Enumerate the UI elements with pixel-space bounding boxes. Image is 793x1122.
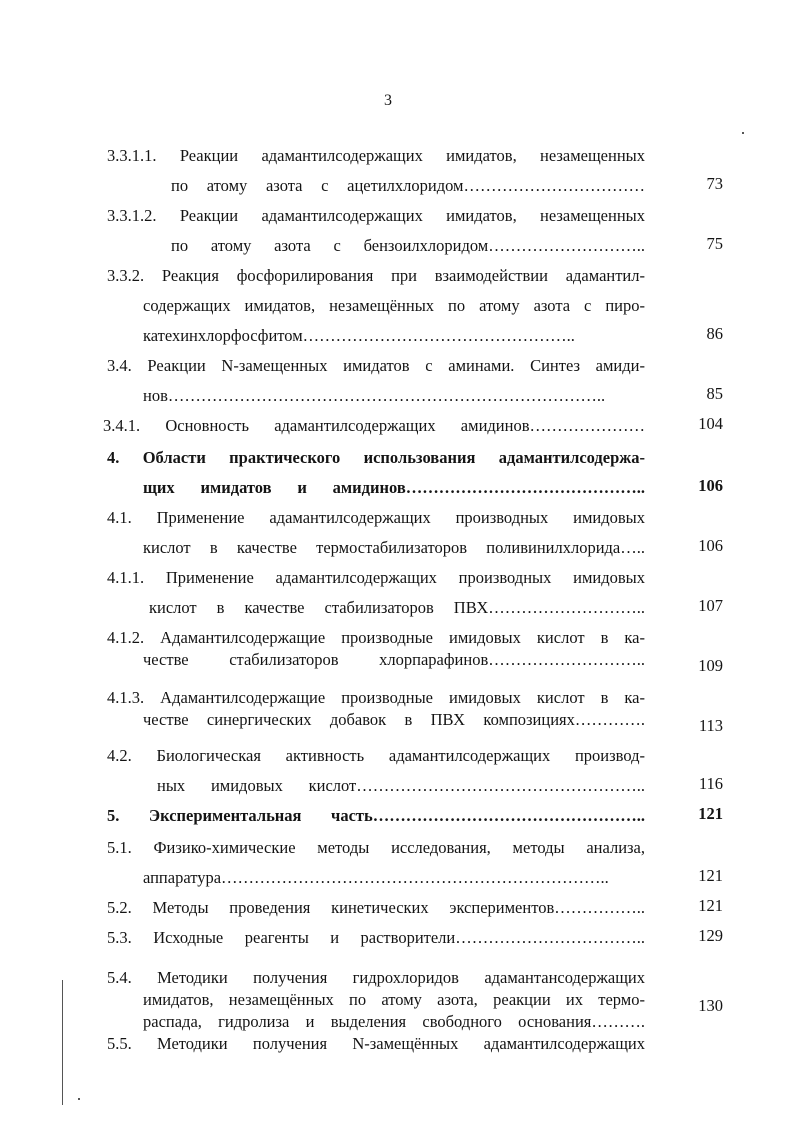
toc-entry-text: по атому азота с бензоилхлоридом………………………..: [171, 236, 645, 255]
toc-page-number: 121: [698, 804, 723, 823]
toc-entry-text: по атому азота с ацетилхлоридом……………………………: [171, 176, 645, 195]
toc-entry-text: 5.1. Физико-химические методы исследования, методы анализа,: [107, 838, 645, 857]
toc-page-number: 106: [698, 536, 723, 555]
toc-page-number: 106: [698, 476, 723, 495]
toc-page-number: 104: [698, 414, 723, 433]
toc-entry-text: ных имидовых кислот……………………………………………..: [157, 776, 645, 795]
toc-entry-text: 4.2. Биологическая активность адамантилсодержащих производ-: [107, 746, 645, 765]
toc-entry-text: щих имидатов и амидинов……………………………………..: [143, 478, 645, 497]
toc-entry-text: 5.4. Методики получения гидрохлоридов адамантансодержащих: [107, 968, 645, 987]
toc-page-number: 85: [706, 384, 723, 403]
toc-entry-text: 4.1.2. Адамантилсодержащие производные имидовых кислот в ка-: [107, 628, 645, 647]
toc-page-number: 75: [706, 234, 723, 253]
toc-entry-text: 3.4. Реакции N-замещенных имидатов с аминами. Синтез амиди-: [107, 356, 645, 375]
toc-entry-text: имидатов, незамещённых по атому азота, реакции их термо-: [143, 990, 645, 1009]
toc-entry-text: 4.1.3. Адамантилсодержащие производные имидовых кислот в ка-: [107, 688, 645, 707]
toc-entry-text: 5. Экспериментальная часть…………………………………………..: [107, 806, 645, 825]
toc-entry-text: честве стабилизаторов хлорпарафинов………………………..: [143, 650, 645, 669]
toc-entry-text: 4. Области практического использования адамантилсодержа-: [107, 448, 645, 467]
toc-page-number: 107: [698, 596, 723, 615]
toc-page-number: 113: [698, 716, 723, 735]
toc-entry-text: 5.3. Исходные реагенты и растворители……………………………..: [107, 928, 645, 947]
toc-entry-text: 3.3.1.1. Реакции адамантилсодержащих имидатов, незамещенных: [107, 146, 645, 165]
toc-entry-text: 5.2. Методы проведения кинетических экспериментов……………..: [107, 898, 645, 917]
toc-entry-text: 3.3.1.2. Реакции адамантилсодержащих имидатов, незамещенных: [107, 206, 645, 225]
toc-page-number: 116: [698, 774, 723, 793]
toc-page-number: 121: [698, 866, 723, 885]
toc-entry-text: кислот в качестве термостабилизаторов поливинилхлорида…..: [143, 538, 645, 557]
scan-speck: [742, 132, 744, 134]
toc-entry-text: нов……………………………………………………………………..: [143, 386, 606, 405]
toc-entry-text: честве синергических добавок в ПВХ композициях………….: [143, 710, 645, 729]
toc-entry-text: кислот в качестве стабилизаторов ПВХ………………………..: [149, 598, 645, 617]
toc-page-number: 130: [698, 996, 723, 1015]
scan-speck: [78, 1098, 80, 1100]
toc-page-number: 86: [706, 324, 723, 343]
toc-entry-text: распада, гидролиза и выделения свободного основания……….: [143, 1012, 645, 1031]
toc-page-number: 73: [706, 174, 723, 193]
toc-entry-text: 3.4.1. Основность адамантилсодержащих амидинов…………………: [103, 416, 645, 435]
page-number: 3: [384, 92, 392, 109]
toc-page-number: 109: [698, 656, 723, 675]
toc-page-number: 129: [698, 926, 723, 945]
toc-entry-text: 4.1. Применение адамантилсодержащих производных имидовых: [107, 508, 645, 527]
toc-entry-text: 5.5. Методики получения N-замещённых адамантилсодержащих: [107, 1034, 645, 1053]
toc-entry-text: содержащих имидатов, незамещённых по атому азота с пиро-: [143, 296, 645, 315]
toc-entry-text: катехинхлорфосфитом…………………………………………..: [143, 326, 575, 345]
toc-entry-text: 3.3.2. Реакция фосфорилирования при взаимодействии адамантил-: [107, 266, 645, 285]
toc-entry-text: 4.1.1. Применение адамантилсодержащих производных имидовых: [107, 568, 645, 587]
scan-edge-line: [62, 980, 63, 1105]
toc-page-number: 121: [698, 896, 723, 915]
toc-entry-text: аппаратура……………………………………………………………..: [143, 868, 609, 887]
